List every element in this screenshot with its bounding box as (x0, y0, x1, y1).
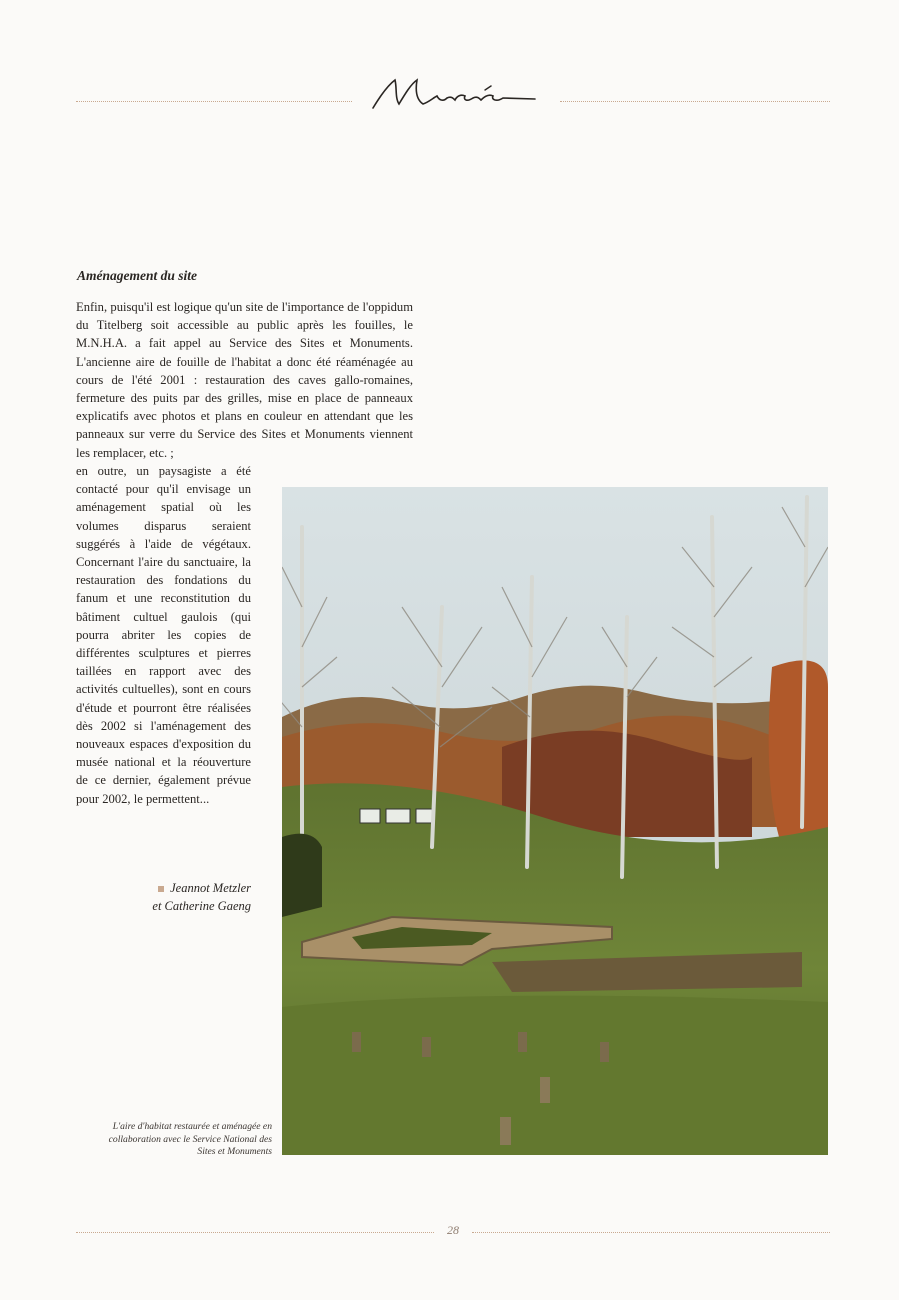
page-number: 28 (447, 1223, 459, 1237)
section-heading: Aménagement du site (77, 268, 198, 283)
header-rule-right (560, 101, 830, 102)
author-line-2: et Catherine Gaeng (152, 899, 251, 913)
caption-line-1: L'aire d'habitat restaurée et aménagée en (112, 1121, 272, 1132)
bullet-icon (158, 886, 164, 892)
footer-rule-left (76, 1232, 434, 1233)
footer-rule-right (472, 1232, 830, 1233)
musee-logo (365, 70, 545, 120)
site-photo-illustration (282, 487, 828, 1155)
article-paragraph-wide: Enfin, puisqu'il est logique qu'un site de l'importance de l'oppidum du Titelberg soit accessible au public après les fouilles, le M.N.H.A. a fait appel au Service des Sites et Monuments. L'ancienne aire de fouille de l'habitat a donc été réaménagée au cours de l'été 2001 : restauration des caves gallo-romaines, fermeture des puits par des grilles, mise en place de panneaux explicatifs avec photos et plans en couleur en attendant que les panneaux sur verre du Service des Sites et Monuments viennent les remplacer, etc. ; (76, 300, 413, 460)
header-rule-left (76, 101, 352, 102)
author-line-1: Jeannot Metzler (100, 879, 251, 897)
author-byline (100, 879, 251, 915)
caption-line-2: collaboration avec le Service National des (108, 1133, 272, 1145)
caption-line-3: Sites et Monuments (197, 1146, 272, 1158)
article-paragraph-narrow: en outre, un paysagiste a été contacté pour qu'il envisage un aménagement spatial où les volumes disparus seraient suggérés à l'aide de végétaux. Concernant l'aire du sanctuaire, la restauration des fondations du fanum et une reconstitution du bâtiment cultuel gaulois (qui pourra abriter les copies de différentes sculptures et pierres taillées en rapport avec des activités cultuelles), sont en cours d'étude et pourront être réalisées dès 2002 si l'aménagement des nouveaux espaces d'exposition du musée national et la réouverture de ce dernier, également prévue pour 2002, le permettent... (76, 464, 251, 806)
photo-caption (80, 1121, 272, 1159)
site-photo (282, 487, 828, 1155)
